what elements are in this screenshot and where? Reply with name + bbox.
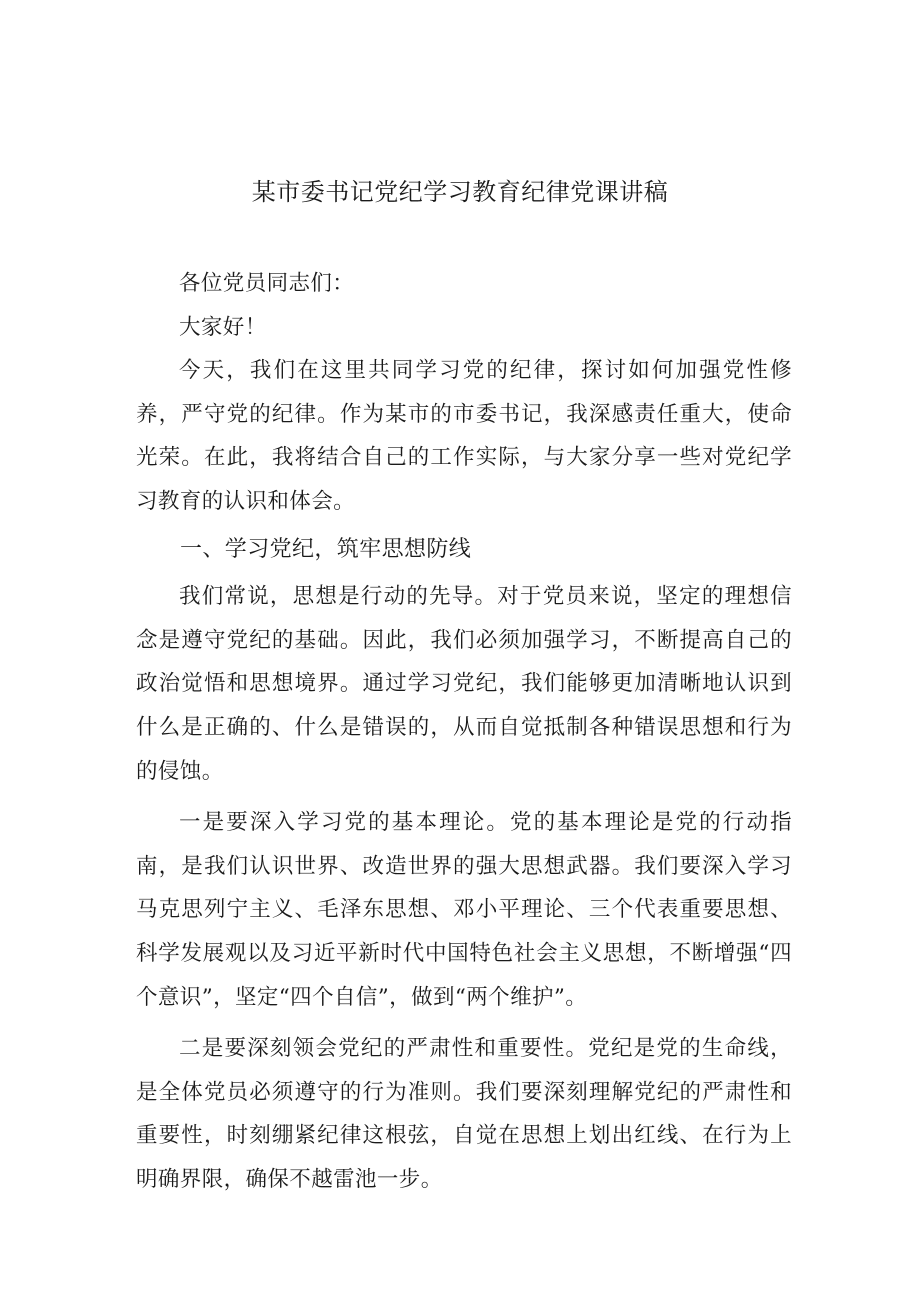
intro-paragraph: 今天，我们在这里共同学习党的纪律，探讨如何加强党性修养，严守党的纪律。作为某市的市委书记，我深感责任重大，使命光荣。在此，我将结合自己的工作实际，与大家分享一些对党纪学习教育的认识和体会。 — [136, 358, 792, 514]
salutation: 各位党员同志们： — [179, 271, 355, 296]
document-title: 某市委书记党纪学习教育纪律党课讲稿 — [251, 178, 669, 206]
body-paragraph: 二是要深刻领会党纪的严肃性和重要性。党纪是党的生命线，是全体党员必须遵守的行为准则。我们要深刻理解党纪的严肃性和重要性，时刻绷紧纪律这根弦，自觉在思想上划出红线、在行为上明确界限，确保不越雷池一步。 — [136, 1036, 792, 1192]
body-paragraph: 一是要深入学习党的基本理论。党的基本理论是党的行动指南，是我们认识世界、改造世界的强大思想武器。我们要深入学习马克思列宁主义、毛泽东思想、邓小平理论、三个代表重要思想、科学发展观以及习近平新时代中国特色社会主义思想，不断增强“四个意识”，坚定“四个自信”，做到“两个维护”。 — [136, 810, 792, 1010]
section-heading: 一、学习党纪，筑牢思想防线 — [180, 536, 472, 562]
body-paragraph: 我们常说，思想是行动的先导。对于党员来说，坚定的理想信念是遵守党纪的基础。因此，我们必须加强学习，不断提高自己的政治觉悟和思想境界。通过学习党纪，我们能够更加清晰地认识到什么是正确的、什么是错误的，从而自觉抵制各种错误思想和行为的侵蚀。 — [136, 584, 792, 784]
document-body — [136, 262, 792, 1201]
greeting: 大家好！ — [179, 314, 267, 340]
